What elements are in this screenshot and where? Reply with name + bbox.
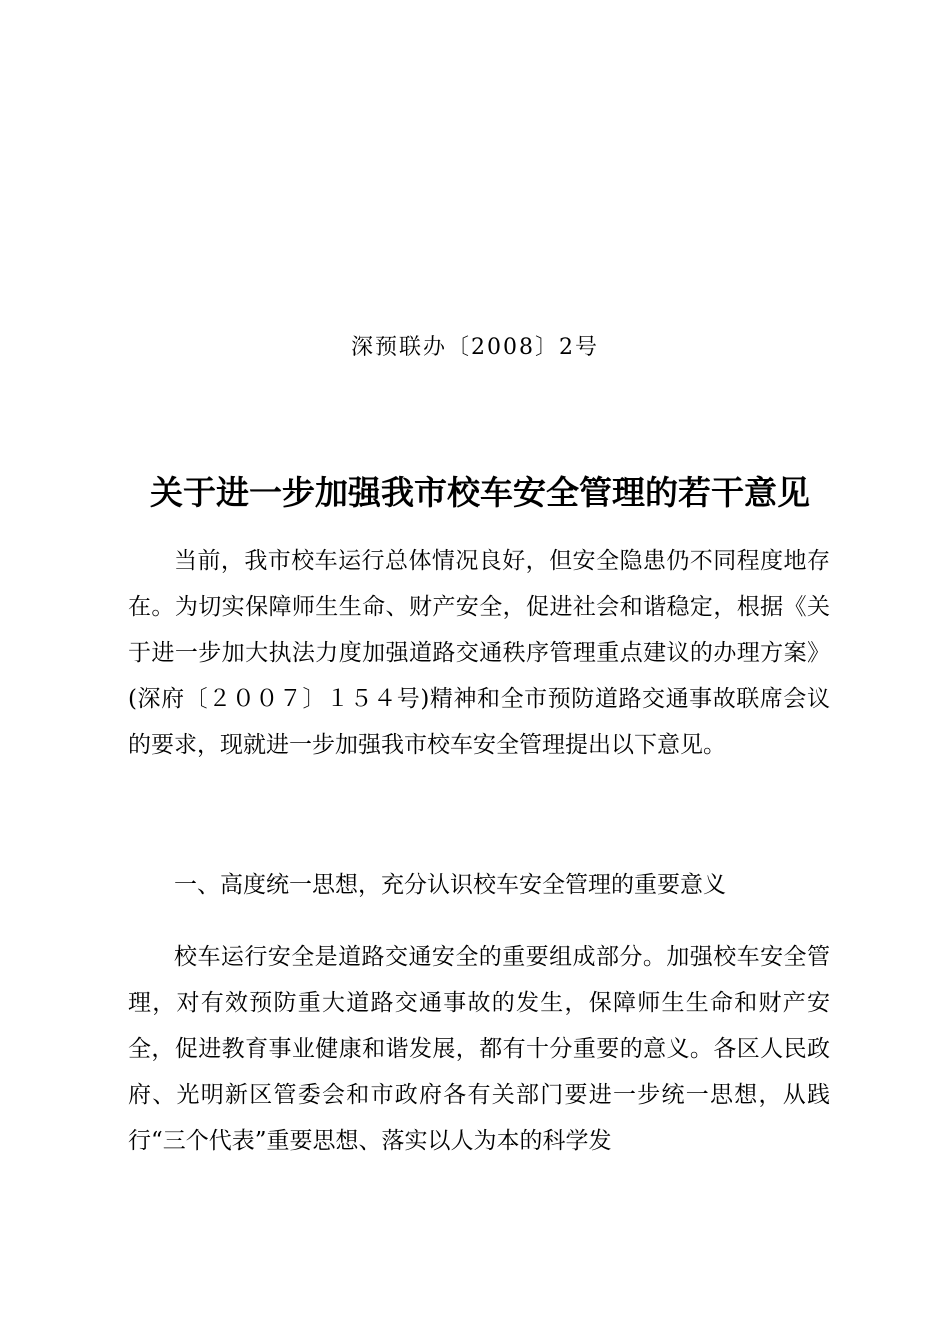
document-number: 深预联办〔2008〕2号: [351, 335, 599, 360]
intro-paragraph: 当前，我市校车运行总体情况良好，但安全隐患仍不同程度地存在。为切实保障师生生命、财产安全，促进社会和谐稳定，根据《关于进一步加大执法力度加强道路交通秩序管理重点建议的办理方案》(深府〔２００７〕１５４号)精神和全市预防道路交通事故联席会议的要求，现就进一步加强我市校车安全管理提出以下意见。: [128, 548, 830, 758]
section-heading-1: 一、高度统一思想，充分认识校车安全管理的重要意义: [174, 872, 726, 898]
document-title: 关于进一步加强我市校车安全管理的若干意见: [150, 473, 810, 512]
section-1-paragraph: 校车运行安全是道路交通安全的重要组成部分。加强校车安全管理，对有效预防重大道路交通事故的发生，保障师生生命和财产安全，促进教育事业健康和谐发展，都有十分重要的意义。各区人民政府、光明新区管委会和市政府各有关部门要进一步统一思想，从践行“三个代表”重要思想、落实以人为本的科学发: [128, 944, 830, 1154]
